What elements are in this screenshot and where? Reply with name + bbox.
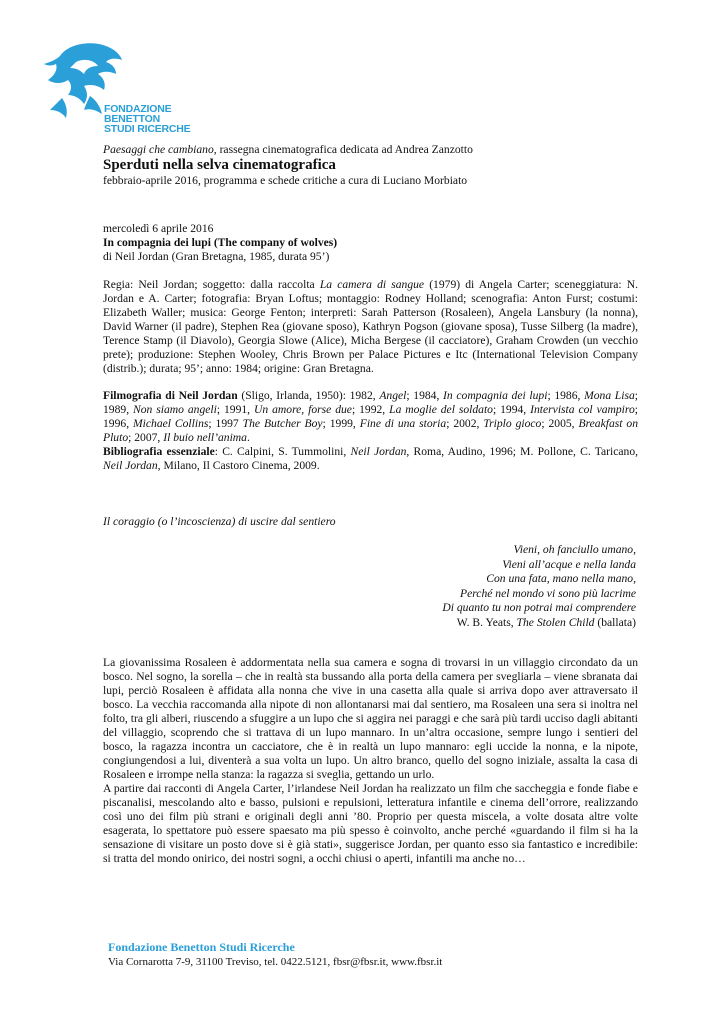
film-date: mercoledì 6 aprile 2016 bbox=[103, 222, 214, 235]
essay-paragraph: A partire dai racconti di Angela Carter, l’irlandese Neil Jordan ha realizzato un film che saccheggia e fonde fiabe e piscanalisi, mescolando alto e basso, pulsioni e repulsioni, letteratura infantile e cinema dell’orrore, realizzando così uno dei film più strani e originali degli anni ’80. Proprio per questa miscela, a volte dosata altre volte esagerata, lo spettatore può essere spaesato ma più spesso è coinvolto, anche perché «guardando il film si ha la sensazione di visitare un posto dove si è già stati», suggerisce Jordan, per quanto esso sia fantastico e incredibile: si tratta del mondo onirico, dei nostri sogni, a occhi chiusi o aperti, infantili ma anche no… bbox=[103, 782, 638, 865]
logo-line: BENETTON bbox=[104, 113, 160, 125]
series-rest: , rassegna cinematografica dedicata ad Andrea Zanzotto bbox=[213, 143, 473, 156]
film-title: In compagnia dei lupi (The company of wolves) bbox=[103, 236, 338, 249]
filmography-label: Filmografia di Neil Jordan bbox=[103, 389, 238, 402]
filmography-text: ; 2007, bbox=[128, 431, 164, 444]
credits-text: (1979) di Angela Carter; sceneggiatura: N. Jordan e A. Carter; fotografia: Bryan Loftus; montaggio: Rodney Holland; scenografia: Anton Furst; costumi: Elizabeth Waller; musica: George Fenton; interpreti: Sarah Patterson (Rosaleen), Angela Lansbury (la nonna), David Warner (il padre), Stephen Rea (giovane sposo), Kathryn Pogson (giovane sposa), Tusse Silberg (la madre), Terence Stamp (il Diavolo), Georgia Slowe (Alice), Micha Bergese (il cacciatore), Graham Crowden (un vecchio prete); produzione: Stephen Wooley, Chris Brown per Palace Pictures e Itc (International Television Company (distrib.); durata; 95’; anno: 1984; origine: Gran Bretagna. bbox=[103, 278, 638, 375]
film-entry: In compagnia dei lupi bbox=[443, 389, 548, 402]
filmography-text: ; 1992, bbox=[351, 403, 390, 416]
credits-text: Regia: Neil Jordan; soggetto: dalla raccolta bbox=[103, 278, 320, 291]
essay-paragraph: La giovanissima Rosaleen è addormentata nella sua camera e sogna di trovarsi in un villaggio circondato da un bosco. Nel sogno, la sorella – che in realtà sta bussando alla porta della camera per svegliarla – viene sbranata dai lupi, perciò Rosaleen è affidata alla nonna che vive in una casetta alla quale si arriva dopo aver attraversato il bosco. La vecchia raccomanda alla nipote di non allontanarsi mai dal sentiero, ma Rosaleen una sera si inoltra nel folto, tra gli alberi, riuscendo a sfuggire a un lupo che si aggira nei paraggi e che sarà più tardi ucciso dagli abitanti del villaggio, scoprendo che si trattava di un lupo mannaro. In un’altra occasione, sempre lungo i sentieri del bosco, la ragazza incontra un cacciatore, che è in realtà un lupo mannaro: egli uccide la nonna, e la nipote, congiungendosi a lui, diventerà a sua volta un lupo. Un altro branco, quello del sogno iniziale, assalta la casa di Rosaleen e irrompe nella stanza: la ragazza si sveglia, gettando un urlo. bbox=[103, 656, 638, 781]
subtitle: febbraio-aprile 2016, programma e schede critiche a cura di Luciano Morbiato bbox=[103, 174, 468, 187]
poem-work: The Stolen Child bbox=[516, 615, 595, 629]
series-line bbox=[103, 143, 638, 157]
filmography-text: ; 1986, bbox=[547, 389, 585, 402]
credits-paragraph bbox=[103, 278, 638, 376]
main-title: Sperduti nella selva cinematografica bbox=[103, 157, 336, 173]
film-entry: Un amore, forse due bbox=[254, 403, 352, 416]
bibliography-text: , Milano, Il Castoro Cinema, 2009. bbox=[157, 459, 320, 472]
film-entry: Breakfast on Pluto bbox=[103, 417, 639, 444]
poem-line: Con una fata, mano nella mano, bbox=[486, 572, 636, 585]
bibliography-book: Neil Jordan bbox=[350, 445, 407, 458]
filmography-text: (Sligo, Irlanda, 1950): 1982, bbox=[237, 389, 380, 402]
film-entry: Non siamo angeli bbox=[133, 403, 217, 416]
filmography-text: ; 2002, bbox=[446, 417, 484, 430]
footer-org: Fondazione Benetton Studi Ricerche bbox=[108, 940, 295, 954]
credits-book: La camera di sangue bbox=[319, 278, 425, 291]
poem-line: Vieni all’acque e nella landa bbox=[502, 557, 636, 571]
poem-author: W. B. Yeats, bbox=[456, 615, 517, 629]
poem-line: Di quanto tu non potrai mai comprendere bbox=[442, 601, 636, 614]
bibliography-book: Neil Jordan bbox=[103, 459, 158, 472]
film-entry: Triplo gioco bbox=[483, 417, 542, 430]
footer-address: Via Cornarotta 7-9, 31100 Treviso, tel. 0422.5121, fbsr@fbsr.it, www.fbsr.it bbox=[108, 956, 443, 968]
film-entry: The Butcher Boy bbox=[242, 417, 323, 430]
bibliography-label: Bibliografia essenziale bbox=[103, 445, 215, 458]
bibliography-text: , Roma, Audino, 1996; M. Pollone, C. Taricano, bbox=[406, 445, 639, 458]
header bbox=[103, 143, 638, 188]
film-entry: Angel bbox=[379, 389, 407, 402]
essay-title: Il coraggio (o l’incoscienza) di uscire dal sentiero bbox=[103, 515, 336, 528]
film-entry: Fine di una storia bbox=[359, 417, 447, 430]
filmography-text: ; 1984, bbox=[406, 389, 444, 402]
logo-text bbox=[104, 104, 190, 134]
filmography-text: ; 1996, bbox=[103, 403, 639, 430]
filmography-text: ; 1999, bbox=[322, 417, 360, 430]
essay-body bbox=[103, 656, 638, 866]
filmography-text: ; 1991, bbox=[216, 403, 255, 416]
footer bbox=[108, 940, 442, 969]
film-entry: Michael Collins bbox=[133, 417, 209, 430]
series-title: Paesaggi che cambiano bbox=[103, 143, 214, 156]
film-entry: Intervista col vampiro bbox=[530, 403, 635, 416]
film-entry: La moglie del soldato bbox=[389, 403, 493, 416]
filmography-text: ; 2005, bbox=[541, 417, 579, 430]
film-entry: Il buio nell’anima bbox=[163, 431, 247, 444]
poem-line: Perché nel mondo vi sono più lacrime bbox=[459, 586, 636, 600]
poem bbox=[442, 543, 636, 630]
filmography-text: ; 1989, bbox=[103, 389, 639, 416]
poem-attribution bbox=[442, 616, 636, 631]
filmography-text: . bbox=[246, 431, 250, 444]
bibliography-text: : C. Calpini, S. Tummolini, bbox=[214, 445, 351, 458]
film-info bbox=[103, 222, 638, 264]
logo-line: FONDAZIONE bbox=[104, 103, 172, 115]
filmography-paragraph bbox=[103, 389, 638, 473]
filmography-text: ; 1997 bbox=[208, 417, 243, 430]
logo-line: STUDI RICERCHE bbox=[104, 123, 191, 135]
poem-line: Vieni, oh fanciullo umano, bbox=[513, 543, 636, 556]
film-details: di Neil Jordan (Gran Bretagna, 1985, durata 95’) bbox=[103, 250, 330, 263]
filmography-text: ; 1994, bbox=[492, 403, 531, 416]
poem-note: (ballata) bbox=[594, 615, 636, 629]
film-entry: Mona Lisa bbox=[584, 389, 635, 402]
logo bbox=[40, 38, 200, 138]
